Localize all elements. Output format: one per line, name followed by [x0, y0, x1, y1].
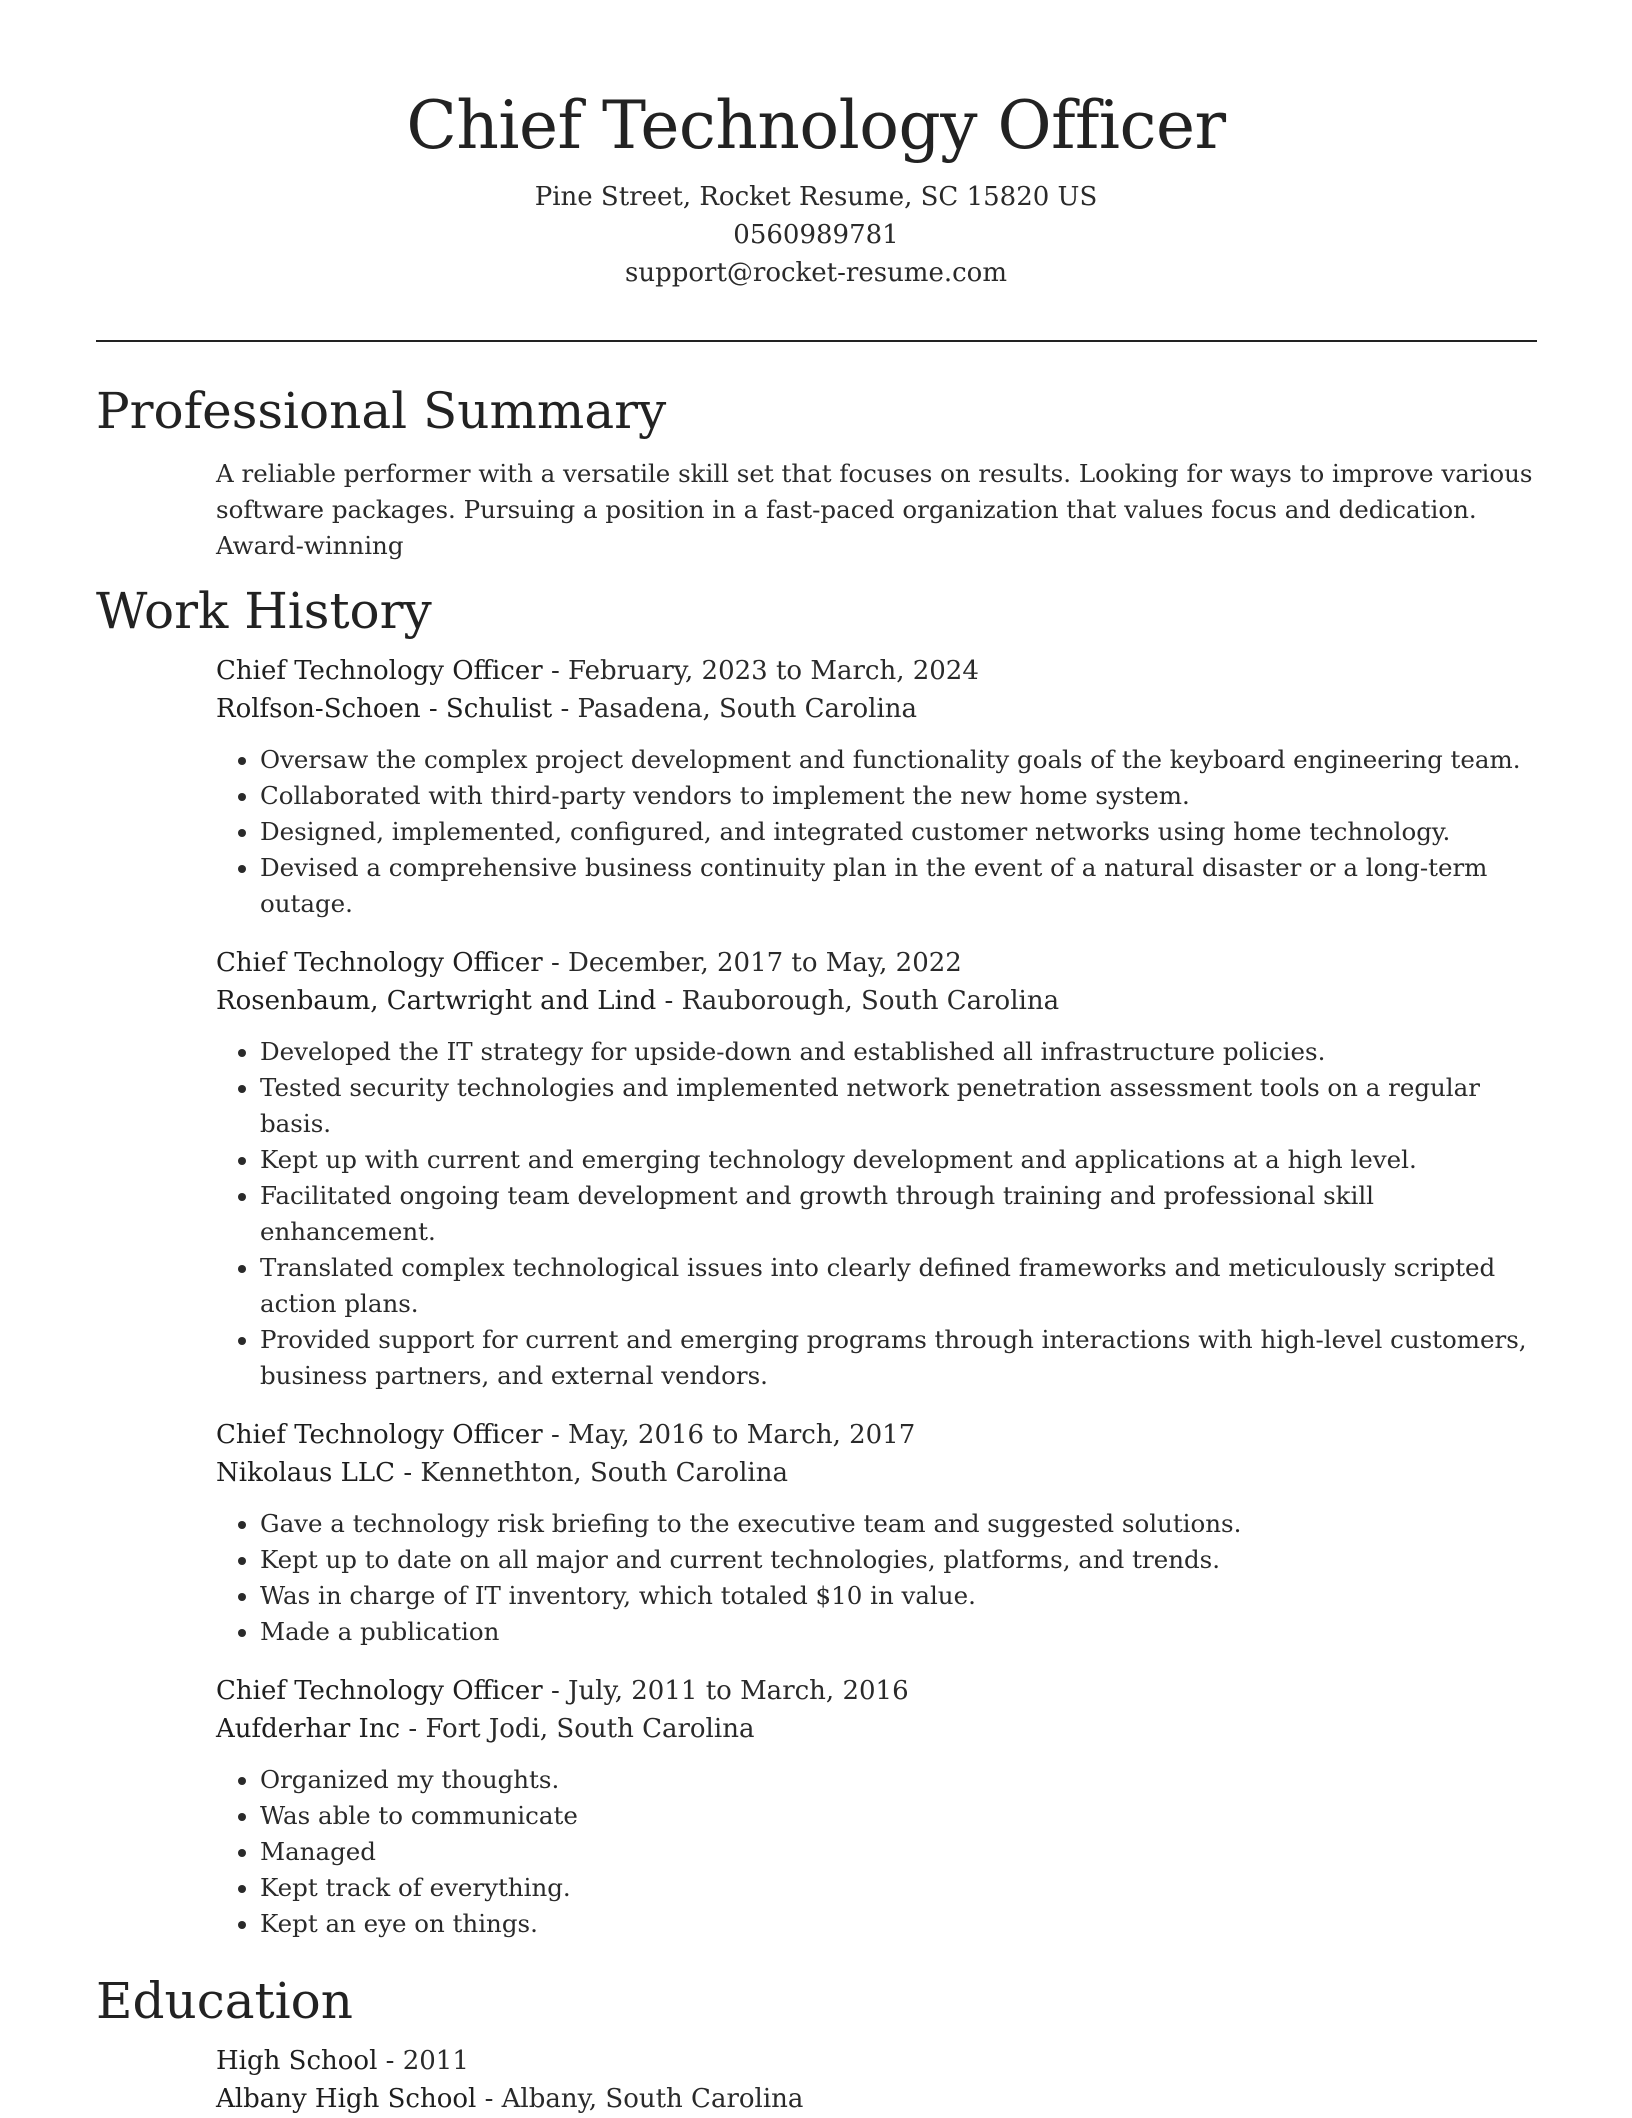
education-location: - Albany, South Carolina: [476, 2084, 804, 2114]
job-bullet: • Designed, implemented, configured, and integrated customer networks using home technology.: [260, 814, 1537, 850]
job-entry: [216, 1672, 1537, 1942]
job-bullet: • Collaborated with third-party vendors to implement the new home system.: [260, 778, 1537, 814]
job-dates: - February, 2023 to March, 2024: [542, 656, 979, 686]
resume-title: Chief Technology Officer: [406, 87, 1226, 164]
section-heading-summary: Professional Summary: [96, 382, 667, 440]
job-title: Chief Technology Officer: [216, 948, 543, 978]
contact-block: [0, 178, 1632, 292]
job-location: - Pasadena, South Carolina: [552, 694, 918, 724]
job-company-line: [216, 1710, 1537, 1748]
section-heading-work: Work History: [96, 582, 432, 640]
job-bullet: • Kept up with current and emerging technology development and applications at a high level.: [260, 1142, 1537, 1178]
job-dates: - December, 2017 to May, 2022: [542, 948, 962, 978]
address: Pine Street, Rocket Resume, SC 15820 US: [534, 182, 1098, 212]
phone-number: 0560989781: [733, 220, 899, 250]
job-company: Rosenbaum, Cartwright and Lind: [216, 986, 657, 1016]
job-company: Aufderhar Inc: [216, 1714, 401, 1744]
job-bullet-list: [216, 1762, 1537, 1942]
job-title-line: [216, 1416, 1537, 1454]
job-bullet: • Devised a comprehensive business continuity plan in the event of a natural disaster or a long-term outage.: [260, 850, 1537, 922]
job-entry: [216, 652, 1537, 922]
education-degree: High School: [216, 2046, 378, 2076]
education-entry: [216, 2042, 1537, 2118]
education-school: Albany High School: [216, 2084, 477, 2114]
job-title: Chief Technology Officer: [216, 1420, 543, 1450]
job-title-line: [216, 1672, 1537, 1710]
job-bullet: • Kept up to date on all major and current technologies, platforms, and trends.: [260, 1542, 1537, 1578]
section-heading-education: Education: [96, 1972, 353, 2030]
job-bullet: • Gave a technology risk briefing to the executive team and suggested solutions.: [260, 1506, 1537, 1542]
job-bullet: • Organized my thoughts.: [260, 1762, 1537, 1798]
header-divider: [96, 340, 1537, 342]
education-school-line: [216, 2080, 1537, 2118]
job-location: - Fort Jodi, South Carolina: [400, 1714, 755, 1744]
job-dates: - May, 2016 to March, 2017: [542, 1420, 916, 1450]
job-bullet: • Translated complex technological issues into clearly defined frameworks and meticulously scripted action plans.: [260, 1250, 1537, 1322]
job-company-line: [216, 982, 1537, 1020]
work-history-list: [96, 652, 1537, 1942]
job-dates: - July, 2011 to March, 2016: [542, 1676, 909, 1706]
job-company: Rolfson-Schoen - Schulist: [216, 694, 553, 724]
job-title: Chief Technology Officer: [216, 656, 543, 686]
summary-text: A reliable performer with a versatile skill set that focuses on results. Looking for ways to improve various software packages. Pursuing a position in a fast-paced organization that values focus and dedication. Award-winning: [216, 459, 1533, 560]
job-bullet: • Tested security technologies and implemented network penetration assessment tools on a regular basis.: [260, 1070, 1537, 1142]
job-company-line: [216, 690, 1537, 728]
job-bullet: • Made a publication: [260, 1614, 1537, 1650]
job-bullet-list: [216, 1506, 1537, 1650]
job-bullet: • Provided support for current and emerging programs through interactions with high-level customers, business partners, and external vendors.: [260, 1322, 1537, 1394]
job-bullet: • Oversaw the complex project development and functionality goals of the keyboard engineering team.: [260, 742, 1537, 778]
job-bullet: • Managed: [260, 1834, 1537, 1870]
education-degree-line: [216, 2042, 1537, 2080]
job-company: Nikolaus LLC: [216, 1458, 396, 1488]
resume-header: [0, 0, 1632, 292]
job-bullet: • Kept an eye on things.: [260, 1906, 1537, 1942]
job-title-line: [216, 944, 1537, 982]
job-entry: [216, 944, 1537, 1394]
job-title-line: [216, 652, 1537, 690]
job-bullet: • Developed the IT strategy for upside-down and established all infrastructure policies.: [260, 1034, 1537, 1070]
job-bullet-list: [216, 742, 1537, 922]
job-entry: [216, 1416, 1537, 1650]
job-title: Chief Technology Officer: [216, 1676, 543, 1706]
job-bullet: • Kept track of everything.: [260, 1870, 1537, 1906]
resume-body: [96, 378, 1537, 2118]
job-bullet: • Was able to communicate: [260, 1798, 1537, 1834]
job-location: - Rauborough, South Carolina: [656, 986, 1060, 1016]
job-bullet-list: [216, 1034, 1537, 1394]
job-bullet: • Facilitated ongoing team development and growth through training and professional skill enhancement.: [260, 1178, 1537, 1250]
education-year: - 2011: [377, 2046, 469, 2076]
job-bullet: • Was in charge of IT inventory, which totaled $10 in value.: [260, 1578, 1537, 1614]
job-location: - Kennethton, South Carolina: [395, 1458, 788, 1488]
email-address: support@rocket-resume.com: [624, 258, 1007, 288]
job-company-line: [216, 1454, 1537, 1492]
